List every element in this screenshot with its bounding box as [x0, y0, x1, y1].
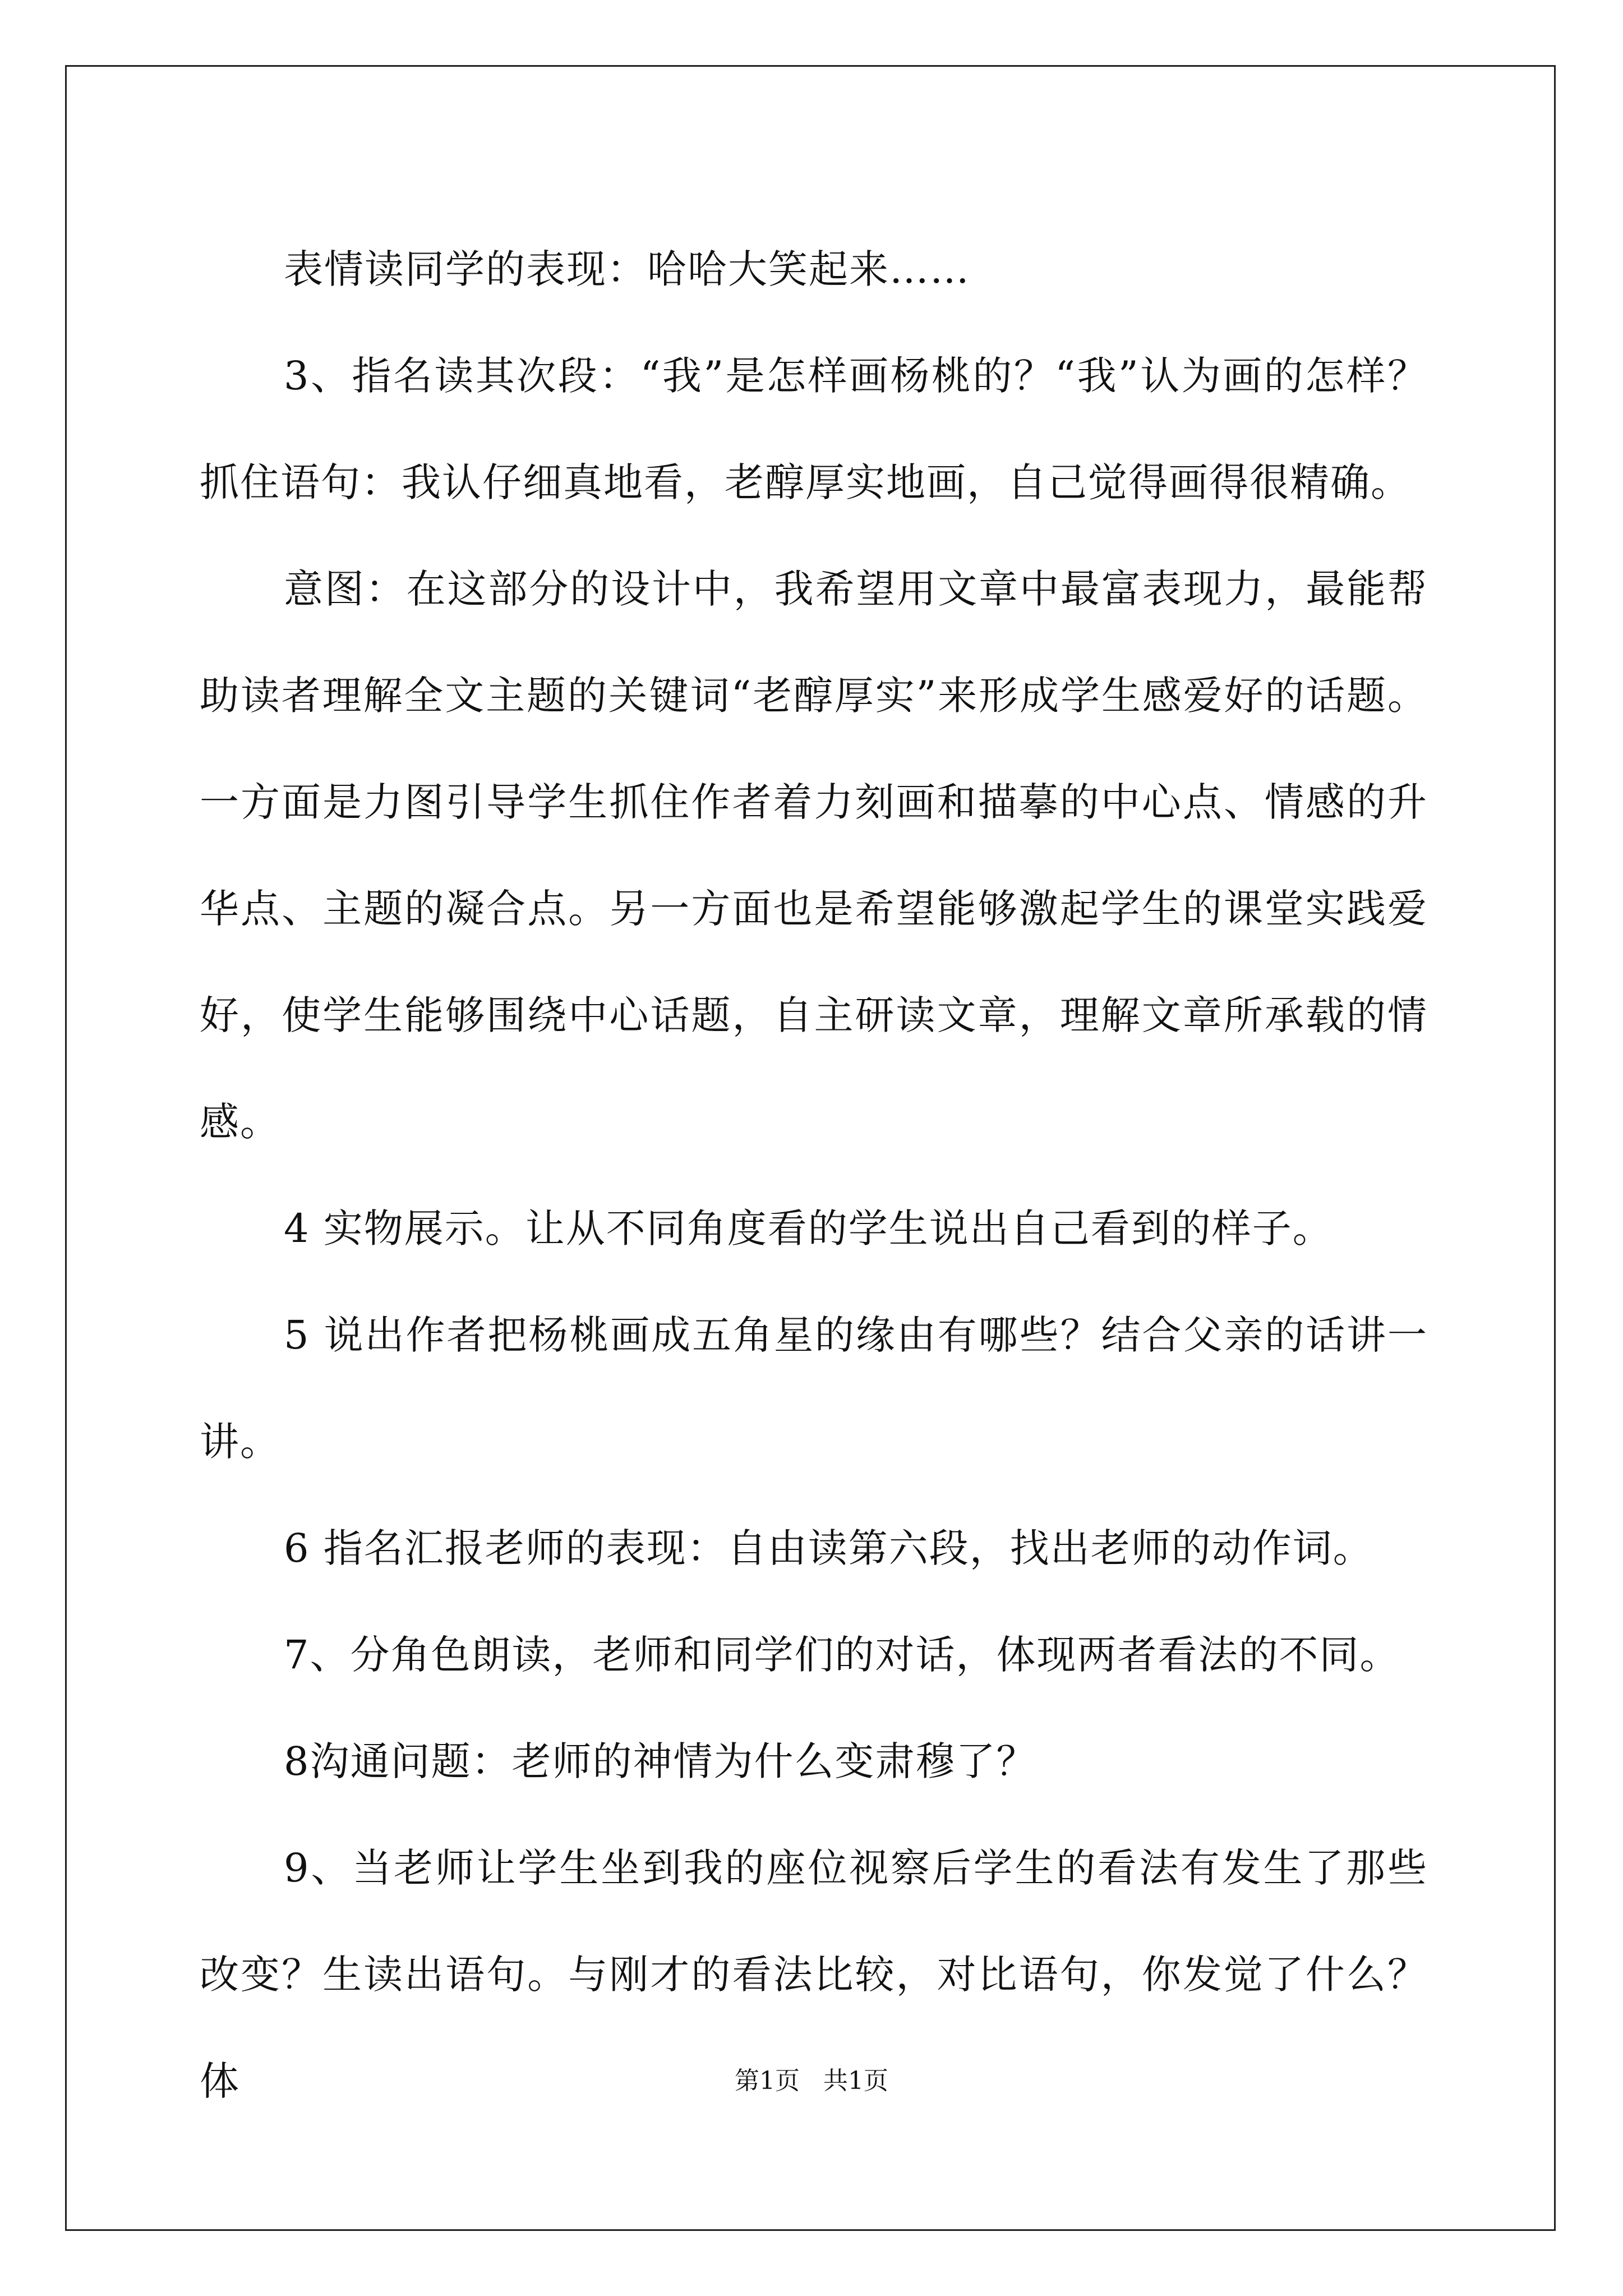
page-count: 共1页	[823, 2067, 888, 2095]
paragraph: 4 实物展示。让从不同角度看的学生说出自己看到的样子。	[284, 1205, 1333, 1251]
paragraph: 8沟通问题：老师的神情为什么变肃穆了？	[284, 1738, 1037, 1784]
paragraph: 表情读同学的表现：哈哈大笑起来……	[284, 246, 970, 292]
document-body	[200, 216, 1428, 2134]
paragraph: 9、当老师让学生坐到我的座位视察后学生的看法有发生了那些改变？生读出语句。与刚才的看法比较，对比语句，你发觉了什么？体	[200, 1845, 1428, 2104]
paragraph: 3、指名读其次段：“我”是怎样画杨桃的？“我”认为画的怎样？抓住语句：我认仔细真地看，老醇厚实地画，自己觉得画得很精确。	[200, 353, 1428, 505]
paragraph: 5 说出作者把杨桃画成五角星的缘由有哪些？结合父亲的话讲一讲。	[200, 1312, 1428, 1465]
page-number: 第1页	[735, 2067, 800, 2095]
paragraph: 意图：在这部分的设计中，我希望用文章中最富表现力，最能帮助读者理解全文主题的关键词“老醇厚实”来形成学生感爱好的话题。一方面是力图引导学生抓住作者着力刻画和描摹的中心点、情感的升华点、主题的凝合点。另一方面也是希望能够激起学生的课堂实践爱好，使学生能够围绕中心话题，自主研读文章，理解文章所承载的情感。	[200, 566, 1428, 1145]
paragraph: 6 指名汇报老师的表现：自由读第六段，找出老师的动作词。	[284, 1525, 1373, 1571]
page-footer	[0, 2064, 1623, 2098]
paragraph: 7、分角色朗读，老师和同学们的对话，体现两者看法的不同。	[284, 1632, 1400, 1678]
